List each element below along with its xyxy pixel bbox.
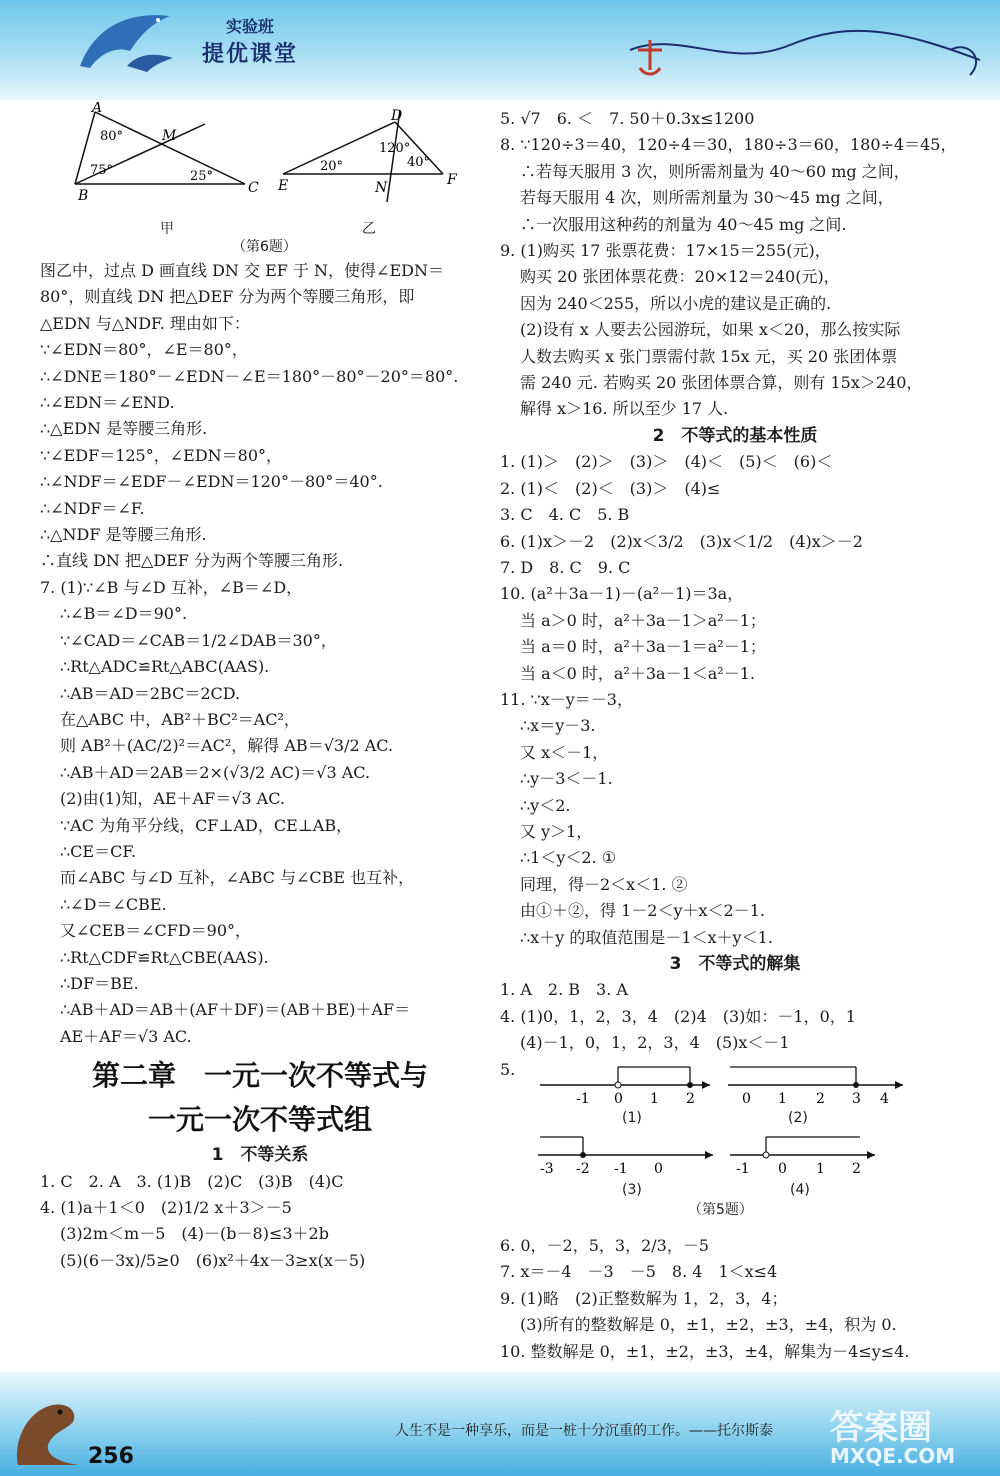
- text-line: (4)－1，0，1，2，3，4 (5)x＜－1: [520, 1033, 790, 1053]
- chapter-title-line1: 第二章 一元一次不等式与: [91, 1059, 428, 1093]
- anchor-wave-decoration: [620, 20, 990, 90]
- text-line: ∴∠D＝∠CBE.: [60, 894, 167, 914]
- label-N: N: [375, 180, 388, 196]
- text-line: ∴∠NDF＝∠F.: [40, 498, 145, 518]
- section-3-answers-b: [500, 1233, 970, 1365]
- text-line: ∴AB＋AD＝AB＋(AF＋DF)＝(AB＋BE)＋AF＝: [60, 1000, 411, 1020]
- text-line: 7. (1)∵∠B 与∠D 互补，∠B＝∠D，: [40, 577, 303, 597]
- brand-line1: 实验班: [225, 17, 274, 36]
- text-line: ∵∠EDF＝125°，∠EDN＝80°，: [40, 445, 283, 465]
- text-line: ∴1＜y＜2. ①: [520, 848, 617, 868]
- text-line: ∴y－3＜－1.: [520, 769, 613, 789]
- tick: 0: [614, 1091, 623, 1108]
- text-line: (3)所有的整数解是 0，±1，±2，±3，±4，积为 0.: [520, 1315, 897, 1335]
- text-line: 若每天服用 4 次，则所需剂量为 30～45 mg 之间，: [520, 188, 894, 208]
- answers-5-9: [500, 106, 970, 423]
- solution-6-7: [40, 258, 480, 1050]
- text-line: 11. ∵x－y＝－3，: [500, 689, 633, 709]
- label-E: E: [278, 178, 289, 194]
- nl-label-4: (4): [790, 1182, 810, 1199]
- text-line: 1. A 2. B 3. A: [500, 980, 628, 1000]
- angle-25: 25°: [190, 169, 214, 184]
- text-line: 7. x＝－4 －3 －5 8. 4 1＜x≤4: [500, 1262, 778, 1282]
- footer-quote: 人生不是一种享乐，而是一桩十分沉重的工作。——托尔斯泰: [395, 1423, 773, 1439]
- text-line: 7. D 8. C 9. C: [500, 557, 631, 577]
- figure-6-jia: [70, 102, 270, 212]
- number-lines-figure: [500, 1083, 970, 1233]
- label-F: F: [447, 172, 457, 188]
- section-2-title: 2 不等式的基本性质: [652, 425, 818, 446]
- text-line: 10. 整数解是 0，±1，±2，±3，±4，解集为－4≤y≤4.: [500, 1341, 910, 1361]
- section-1-answers: [40, 1169, 480, 1275]
- caption-jia: 甲: [160, 221, 174, 237]
- angle-40: 40°: [407, 155, 431, 170]
- text-line: 又 y＞1，: [520, 821, 593, 841]
- tick: 1: [816, 1161, 825, 1178]
- section-3-title: 3 不等式的解集: [669, 954, 801, 974]
- text-line: 需 240 元. 若购买 20 张团体票合算，则有 15x＞240，: [520, 373, 923, 393]
- label-B: B: [78, 188, 89, 204]
- watermark-logo: 答案圈: [830, 1408, 932, 1448]
- seal-icon: [8, 1390, 88, 1470]
- tick: 2: [686, 1091, 695, 1108]
- figure-6-caption: （第6题）: [232, 239, 297, 255]
- text-line: ∴AB＋AD＝2AB＝2×(√3/2 AC)＝√3 AC.: [60, 762, 371, 782]
- tick: 0: [654, 1161, 663, 1178]
- page-footer: [0, 1372, 1000, 1476]
- text-line: 因为 240＜255，所以小虎的建议是正确的.: [520, 293, 832, 313]
- tick: 2: [852, 1161, 861, 1178]
- left-column: [40, 258, 480, 1274]
- text-line: ∴△NDF 是等腰三角形.: [40, 525, 207, 545]
- number-line-2: [728, 1057, 908, 1107]
- tick: -1: [614, 1161, 628, 1178]
- tick: -1: [576, 1091, 590, 1108]
- brand-line2: 提优课堂: [201, 42, 298, 67]
- text-line: 则 AB²＋(AC/2)²＝AC²，解得 AB＝√3/2 AC.: [60, 736, 394, 756]
- angle-80: 80°: [100, 129, 124, 144]
- text-line: 5. √7 6. ＜ 7. 50＋0.3x≤1200: [500, 109, 755, 128]
- text-line: 同理，得－2＜x＜1. ②: [520, 874, 688, 894]
- tick: 1: [778, 1091, 787, 1108]
- text-line: 又 x＜－1，: [520, 742, 609, 762]
- text-line: ∴Rt△ADC≌Rt△ABC(AAS).: [60, 657, 270, 677]
- text-line: 4. (1)0，1，2，3，4 (2)4 (3)如：－1，0，1: [500, 1006, 856, 1026]
- text-line: 当 a＞0 时，a²＋3a－1＞a²－1；: [520, 610, 766, 630]
- text-line: ∴x＋y 的取值范围是－1＜x＋y＜1.: [520, 927, 773, 947]
- nl-label-1: (1): [622, 1110, 642, 1127]
- text-line: ∴y＜2.: [520, 795, 571, 815]
- section-1-title: 1 不等关系: [211, 1145, 309, 1166]
- text-line: ∵AC 为角平分线，CF⊥AD，CE⊥AB，: [60, 815, 353, 835]
- nl-label-2: (2): [788, 1110, 808, 1127]
- text-line: ∴CE＝CF.: [60, 841, 137, 861]
- text-line: ∵∠EDN＝80°，∠E＝80°，: [40, 340, 248, 360]
- tick: 0: [778, 1161, 787, 1178]
- text-line: 9. (1)购买 17 张票花费：17×15＝255(元)，: [500, 241, 831, 261]
- text-line: (2)设有 x 人要去公园游玩，如果 x＜20，那么按实际: [520, 320, 901, 340]
- text-line: 解得 x＞16. 所以至少 17 人.: [520, 399, 729, 419]
- text-line: ∴△EDN 是等腰三角形.: [40, 419, 208, 439]
- text-line: 10. (a²＋3a－1)－(a²－1)＝3a，: [500, 584, 744, 604]
- text-line: 6. 0，－2，5，3，2/3，－5: [500, 1236, 710, 1256]
- text-line: ∴∠EDN＝∠END.: [40, 393, 175, 413]
- tick: -1: [736, 1161, 750, 1178]
- text-line: ∴∠DNE＝180°－∠EDN－∠E＝180°－80°－20°＝80°.: [40, 366, 459, 386]
- text-line: 当 a＝0 时，a²＋3a－1＝a²－1；: [520, 637, 766, 657]
- tick: 3: [852, 1091, 861, 1108]
- text-line: 又∠CEB＝∠CFD＝90°，: [60, 921, 252, 941]
- figure-6-yi: [275, 102, 475, 212]
- page-header: [0, 0, 1000, 100]
- page-number: 256: [88, 1444, 134, 1469]
- text-line: 9. (1)略 (2)正整数解为 1，2，3，4；: [500, 1288, 788, 1308]
- text-line: △EDN 与△NDF. 理由如下：: [40, 313, 250, 333]
- text-line: 80°，则直线 DN 把△DEF 分为两个等腰三角形，即: [40, 287, 415, 307]
- tick: 1: [650, 1091, 659, 1108]
- section-2-answers: [500, 449, 970, 951]
- label-A: A: [92, 102, 103, 116]
- text-line: 由①＋②，得 1－2＜y＋x＜2－1.: [520, 901, 765, 921]
- text-line: 8. ∵120÷3＝40，120÷4＝30，180÷3＝60，180÷4＝45，: [500, 135, 957, 155]
- text-line: ∴x＝y－3.: [520, 716, 596, 736]
- text-line: (2)由(1)知，AE＋AF＝√3 AC.: [60, 789, 285, 809]
- text-line: 购买 20 张团体票花费：20×12＝240(元)，: [520, 267, 840, 287]
- text-line: AE＋AF＝√3 AC.: [60, 1026, 192, 1046]
- text-line: ∴一次服用这种药的剂量为 40～45 mg 之间.: [520, 214, 847, 234]
- text-line: 当 a＜0 时，a²＋3a－1＜a²－1.: [520, 663, 755, 683]
- chapter-title-line2: 一元一次不等式组: [147, 1103, 372, 1137]
- angle-120: 120°: [379, 141, 411, 156]
- watermark-url: MXQE.COM: [830, 1444, 956, 1468]
- text-line: ∵∠CAD＝∠CAB＝1/2∠DAB＝30°，: [60, 630, 337, 650]
- text-line: (3)2m＜m－5 (4)－(b－8)≤3＋2b: [60, 1224, 329, 1244]
- brand-logo: [180, 14, 320, 68]
- text-line: 而∠ABC 与∠D 互补，∠ABC 与∠CBE 也互补，: [60, 868, 415, 888]
- text-line: 3. C 4. C 5. B: [500, 505, 630, 525]
- text-line: ∴直线 DN 把△DEF 分为两个等腰三角形.: [40, 551, 344, 571]
- text-line: 图乙中，过点 D 画直线 DN 交 EF 于 N，使得∠EDN＝: [40, 261, 444, 280]
- text-line: ∴∠B＝∠D＝90°.: [60, 604, 188, 624]
- text-line: 5.: [500, 1059, 516, 1079]
- text-line: (5)(6－3x)/5≥0 (6)x²＋4x－3≥x(x－5): [60, 1250, 366, 1270]
- text-line: ∴若每天服用 3 次，则所需剂量为 40～60 mg 之间，: [520, 161, 910, 181]
- angle-75: 75°: [90, 163, 114, 178]
- number-line-4: [730, 1127, 880, 1177]
- text-line: ∴DF＝BE.: [60, 973, 139, 993]
- small-dolphin-icon: [125, 48, 175, 73]
- label-D: D: [391, 108, 403, 124]
- text-line: 6. (1)x＞－2 (2)x＜3/2 (3)x＜1/2 (4)x＞－2: [500, 531, 863, 551]
- tick: -3: [540, 1161, 554, 1178]
- caption-yi: 乙: [362, 221, 376, 237]
- text-line: 4. (1)a＋1＜0 (2)1/2 x＋3＞－5: [40, 1198, 292, 1217]
- text-line: 人数去购买 x 张门票需付款 15x 元，买 20 张团体票: [520, 346, 898, 366]
- number-line-3: [538, 1127, 718, 1177]
- tick: 4: [880, 1091, 889, 1108]
- right-column: [500, 106, 970, 1365]
- nl-label-3: (3): [622, 1182, 642, 1199]
- text-line: 1. (1)＞ (2)＞ (3)＞ (4)＜ (5)＜ (6)＜: [500, 452, 833, 472]
- text-line: 1. C 2. A 3. (1)B (2)C (3)B (4)C: [40, 1171, 344, 1191]
- label-C: C: [248, 180, 259, 196]
- text-line: 在△ABC 中，AB²＋BC²＝AC²，: [60, 709, 300, 729]
- text-line: ∴AB＝AD＝2BC＝2CD.: [60, 683, 241, 703]
- number-line-1: [540, 1057, 715, 1107]
- label-M: M: [162, 128, 177, 144]
- text-line: 2. (1)＜ (2)＜ (3)＞ (4)≤: [500, 478, 721, 498]
- angle-20: 20°: [320, 159, 344, 174]
- tick: -2: [576, 1161, 590, 1178]
- tick: 2: [816, 1091, 825, 1108]
- text-line: ∴Rt△CDF≌Rt△CBE(AAS).: [60, 947, 269, 967]
- number-lines-caption: （第5题）: [688, 1202, 753, 1219]
- text-line: ∴∠NDF＝∠EDF－∠EDN＝120°－80°＝40°.: [40, 472, 383, 492]
- tick: 0: [742, 1091, 751, 1108]
